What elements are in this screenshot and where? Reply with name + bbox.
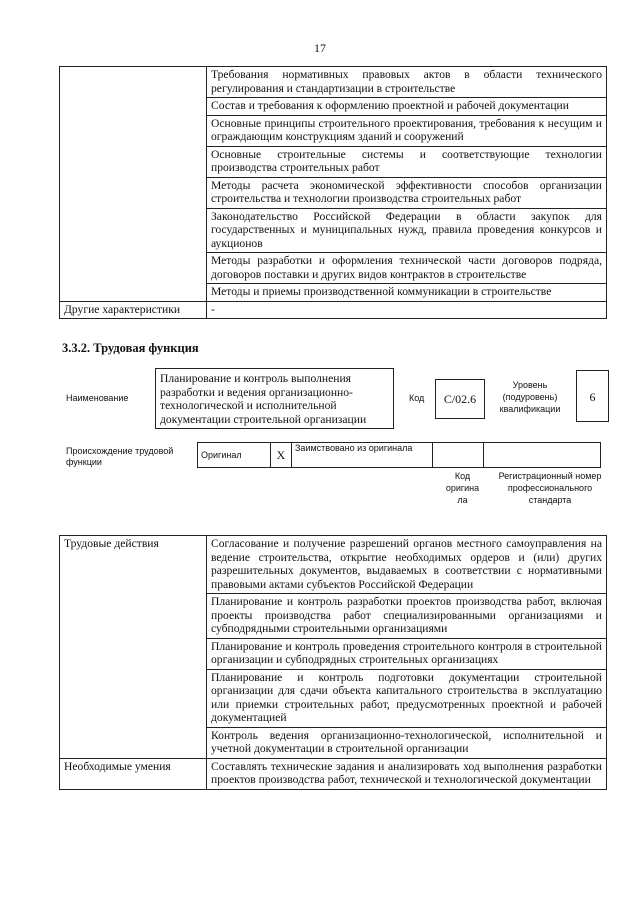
action-item: Планирование и контроль разработки проектов производства работ, включая проекты производства работ специализированными организациями и субподрядными строительными организациями [207, 594, 607, 639]
knowledge-item: Методы расчета экономической эффективности способов организации строительства и технологии производства строительных работ [207, 177, 607, 208]
table-row [60, 67, 607, 98]
knowledge-table [59, 66, 607, 319]
origin-table [197, 442, 601, 468]
action-item: Планирование и контроль проведения строительного контроля в строительной организации и субподрядных строительных организациях [207, 638, 607, 669]
table-row [60, 758, 607, 789]
skills-label: Необходимые умения [60, 758, 207, 789]
reg-number-label: Регистрационный номер профессионального стандарта [498, 471, 602, 505]
original-mark: X [271, 443, 292, 468]
code-value: С/02.6 [435, 379, 485, 419]
other-characteristics-value: - [207, 301, 607, 319]
table-row [60, 536, 607, 594]
section-title: 3.3.2. Трудовая функция [62, 341, 199, 355]
page-number: 17 [314, 41, 326, 55]
function-name-box: Планирование и контроль выполнения разработки и ведения организационно-технологической и исполнительной документации строительной организации [155, 368, 394, 429]
code-label: Код [409, 393, 425, 403]
knowledge-item: Методы разработки и оформления технической части договоров подряда, договоров поставки и других видов контрактов в строительстве [207, 253, 607, 284]
knowledge-label-cell [60, 67, 207, 302]
action-item: Контроль ведения организационно-технологической, исполнительной и учетной документации в строительной организации [207, 727, 607, 758]
other-characteristics-label: Другие характеристики [60, 301, 207, 319]
borrowed-label: Заимствовано из оригинала [292, 443, 433, 468]
action-item: Планирование и контроль подготовки документации строительной организации для сдачи объекта капитального строительства в эксплуатацию или приемки строительных работ, предусмотренных проектной и рабочей документацией [207, 669, 607, 727]
origin-code-label: Код оригина ла [445, 471, 480, 505]
actions-label: Трудовые действия [60, 536, 207, 759]
table-row [198, 443, 601, 468]
origin-label: Происхождение трудовой функции [66, 446, 174, 467]
reg-number-cell [484, 443, 601, 468]
origin-code-cell [433, 443, 484, 468]
actions-table [59, 535, 607, 790]
original-label: Оригинал [198, 443, 271, 468]
skill-item: Составлять технические задания и анализировать ход выполнения разработки проектов производства работ, технической и технологической документации [207, 758, 607, 789]
level-label: Уровень (подуровень) квалификации [499, 380, 561, 414]
table-row [60, 301, 607, 319]
knowledge-item: Законодательство Российской Федерации в области закупок для государственных и муниципальных нужд, правила проведения конкурсов и аукционов [207, 208, 607, 253]
knowledge-item: Основные принципы строительного проектирования, требования к несущим и ограждающим конструкциям зданий и сооружений [207, 115, 607, 146]
knowledge-item: Состав и требования к оформлению проектной и рабочей документации [207, 98, 607, 116]
knowledge-item: Требования нормативных правовых актов в области технического регулирования и стандартизации в строительстве [207, 67, 607, 98]
knowledge-item: Методы и приемы производственной коммуникации в строительстве [207, 284, 607, 302]
action-item: Согласование и получение разрешений органов местного самоуправления на ведение строительства, открытие необходимых ордеров и (или) других разрешительных документов, выдаваемых в соответствии с нормативными правовыми актами субъектов Российской Федерации [207, 536, 607, 594]
level-value: 6 [576, 370, 609, 422]
knowledge-item: Основные строительные системы и соответствующие технологии производства строительных работ [207, 146, 607, 177]
name-label: Наименование [66, 393, 129, 403]
